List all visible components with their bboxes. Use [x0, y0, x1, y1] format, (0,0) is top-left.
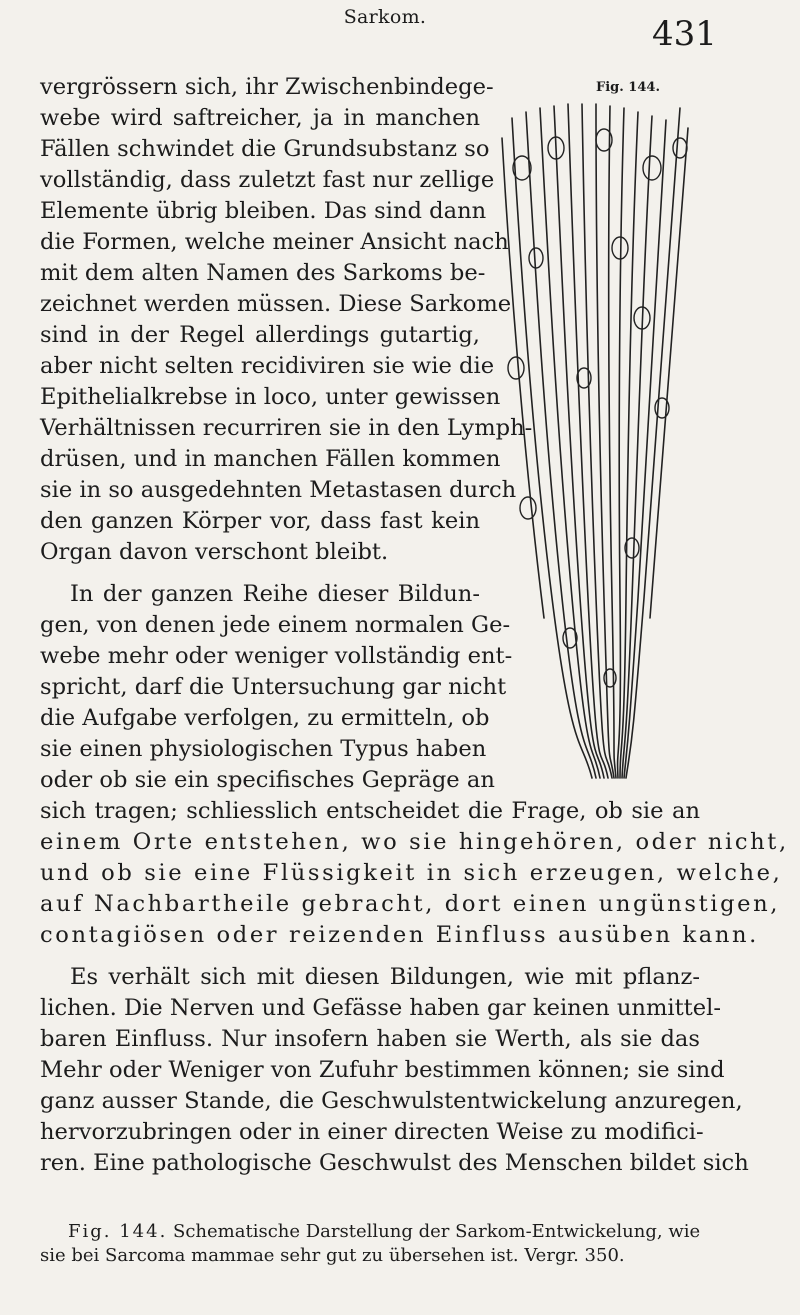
- caption-text: Schematische Darstellung der Sarkom-Entwickelung, wie: [167, 1221, 701, 1242]
- text-line: sich tragen; schliesslich entscheidet die Frage, ob sie an: [40, 798, 700, 824]
- text-line: oder ob sie ein specifisches Gepräge an: [40, 767, 495, 793]
- text-line: die Formen, welche meiner Ansicht nach: [40, 229, 509, 255]
- text-line: Elemente übrig bleiben. Das sind dann: [40, 198, 487, 224]
- text-line: aber nicht selten recidiviren sie wie die: [40, 353, 495, 379]
- text-line: vollständig, dass zuletzt fast nur zellige: [40, 167, 495, 193]
- text-line: In der ganzen Reihe dieser Bildun-: [70, 581, 480, 607]
- text-line: webe wird saftreicher, ja in manchen: [40, 105, 480, 131]
- text-line: Fällen schwindet die Grundsubstanz so: [40, 136, 490, 162]
- text-line: ren. Eine pathologische Geschwulst des Menschen bildet sich: [40, 1150, 749, 1176]
- text-line: die Aufgabe verfolgen, zu ermitteln, ob: [40, 705, 490, 731]
- text-line: sind in der Regel allerdings gutartig,: [40, 322, 480, 348]
- text-line: lichen. Die Nerven und Gefässe haben gar keinen unmittel-: [40, 995, 721, 1021]
- text-line: contagiösen oder reizenden Einfluss ausüben kann.: [40, 922, 759, 948]
- text-line: Organ davon verschont bleibt.: [40, 539, 389, 565]
- caption-line: sie bei Sarcoma mammae sehr gut zu übersehen ist. Vergr. 350.: [40, 1245, 625, 1266]
- caption-fig-ref: Fig. 144.: [68, 1221, 168, 1242]
- text-line: hervorzubringen oder in einer directen Weise zu modifici-: [40, 1119, 704, 1145]
- text-line: webe mehr oder weniger vollständig ent-: [40, 643, 513, 669]
- text-line: spricht, darf die Untersuchung gar nicht: [40, 674, 507, 700]
- text-line: mit dem alten Namen des Sarkoms be-: [40, 260, 486, 286]
- text-line: Verhältnissen recurriren sie in den Lymph-: [40, 415, 533, 441]
- running-header: Sarkom.: [343, 6, 427, 28]
- text-line: vergrössern sich, ihr Zwischenbindege-: [40, 74, 494, 100]
- text-line: baren Einfluss. Nur insofern haben sie Werth, als sie das: [40, 1026, 700, 1052]
- text-line: einem Orte entstehen, wo sie hingehören, oder nicht,: [40, 829, 789, 855]
- text-line: Epithelialkrebse in loco, unter gewissen: [40, 384, 501, 410]
- text-line: den ganzen Körper vor, dass fast kein: [40, 508, 480, 534]
- page-number: 431: [652, 14, 717, 54]
- text-line: Mehr oder Weniger von Zufuhr bestimmen können; sie sind: [40, 1057, 725, 1083]
- caption-line: [68, 1220, 720, 1244]
- text-line: Es verhält sich mit diesen Bildungen, wie mit pflanz-: [70, 964, 700, 990]
- text-line: zeichnet werden müssen. Diese Sarkome: [40, 291, 512, 317]
- text-line: und ob sie eine Flüssigkeit in sich erzeugen, welche,: [40, 860, 783, 886]
- text-line: gen, von denen jede einem normalen Ge-: [40, 612, 511, 638]
- text-line: sie einen physiologischen Typus haben: [40, 736, 487, 762]
- text-line: ganz ausser Stande, die Geschwulstentwickelung anzuregen,: [40, 1088, 743, 1114]
- figure-label: Fig. 144.: [596, 80, 660, 95]
- text-line: auf Nachbartheile gebracht, dort einen ungünstigen,: [40, 891, 781, 917]
- text-line: sie in so ausgedehnten Metastasen durch: [40, 477, 517, 503]
- text-line: drüsen, und in manchen Fällen kommen: [40, 446, 501, 472]
